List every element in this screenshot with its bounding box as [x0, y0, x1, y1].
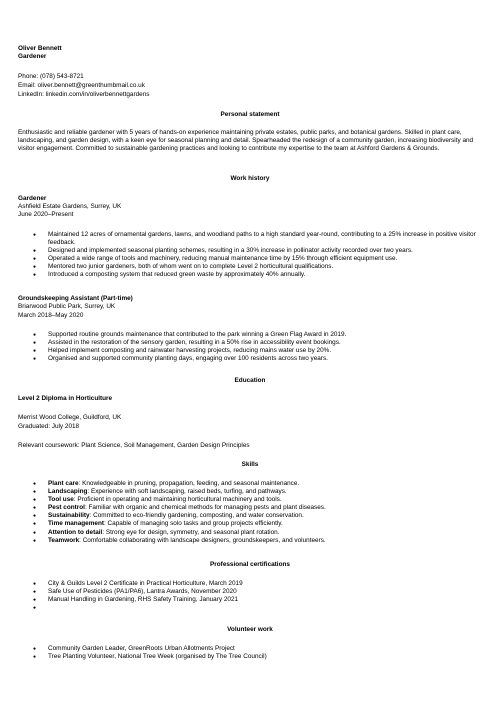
personal-statement-heading: Personal statement [220, 111, 280, 118]
education-school: Merrist Wood College, Guildford, UK [18, 414, 122, 421]
education-graduated: Graduated: July 2018 [18, 423, 80, 430]
list-item [0, 604, 478, 612]
job-dates: March 2018–May 2020 [18, 312, 84, 319]
skill-text: : Committed to eco-friendly gardening, composting, and water conservation. [89, 512, 304, 520]
skill-text: : Knowledgeable in pruning, propagation, feeding, and seasonal maintenance. [78, 480, 300, 487]
candidate-name: Oliver Bennett [18, 45, 62, 52]
list-item: ● Manual Handling in Gardening, RHS Safety Training, January 2021 [0, 596, 478, 604]
list-item [0, 504, 478, 512]
personal-statement-text: Enthusiastic and reliable gardener with 5 years of hands-on experience maintaining private estates, public parks, and botanical gardens. Skilled in plant care, landscaping, and garden design, with a keen eye for seasonal planning and detail. Spearheaded the redesign of a community garden, increasing biodiversity and visitor engagement. Committed to sustainable gardening practices and looking to contribute my expertise to the team at Ashford Gardens & Grounds. [18, 129, 474, 153]
list-item [0, 488, 478, 496]
job-title: Gardener [18, 195, 47, 202]
list-item: ● Operated a wide range of tools and machinery, reducing manual maintenance time by 15% through efficient equipment use. [0, 255, 478, 263]
skills-heading: Skills [241, 461, 259, 468]
list-item: ● City & Guilds Level 2 Certificate in Practical Horticulture, March 2019 [0, 580, 478, 588]
education-coursework: Relevant coursework: Plant Science, Soil Management, Garden Design Principles [18, 442, 250, 449]
contact-phone: Phone: (078) 543-8721 [18, 73, 84, 80]
list-item: ● Introduced a composting system that reduced green waste by approximately 40% annually. [0, 271, 478, 279]
volunteer-list [0, 645, 478, 661]
skill-text: : Proficient in operating and maintaining horticultural machinery and tools. [73, 496, 282, 504]
contact-email: Email: oliver.bennett@greenthumbmail.co.uk [18, 82, 145, 89]
education-heading: Education [234, 377, 266, 384]
education-qualification: Level 2 Diploma in Horticulture [18, 395, 113, 402]
certifications-list [0, 580, 478, 612]
skill-label: Time management [48, 520, 104, 528]
job-dates: June 2020–Present [18, 211, 74, 218]
work-history-heading: Work history [230, 175, 270, 182]
certifications-heading: Professional certifications [210, 561, 290, 568]
list-item [0, 496, 478, 504]
list-item [0, 480, 478, 488]
volunteer-heading: Volunteer work [227, 626, 273, 633]
list-item: ● Assisted in the restoration of the sensory garden, resulting in a 50% rise in accessibility event bookings. [0, 339, 478, 347]
list-item: ● Tree Planting Volunteer, National Tree Week (organised by The Tree Council) [0, 653, 478, 661]
list-item: ● Maintained 12 acres of ornamental gardens, lawns, and woodland paths to a high standard year-round, contributing to a 25% increase in positive visitor feedback. [0, 231, 478, 247]
skill-text: : Capable of managing solo tasks and group projects efficiently. [104, 520, 283, 528]
list-item: ● Safe Use of Pesticides (PA1/PA6), Lantra Awards, November 2020 [0, 588, 478, 596]
list-item: ● Helped implement composting and rainwater harvesting projects, reducing mains water use by 20%. [0, 347, 478, 355]
skill-label: Attention to detail [48, 528, 103, 536]
list-item [0, 529, 478, 537]
skill-label: Tool use [48, 496, 74, 504]
skill-label: Pest control [48, 504, 85, 512]
skills-list [0, 480, 478, 545]
job-title: Groundskeeping Assistant (Part-time) [18, 295, 133, 302]
skill-text: : Experience with soft landscaping, raised beds, turfing, and pathways. [87, 488, 287, 496]
contact-linkedin: LinkedIn: linkedin.com/in/oliverbennettgardens [18, 91, 150, 98]
skill-text: : Comfortable collaborating with landscape designers, groundskeepers, and volunteers. [79, 536, 326, 544]
job-employer: Briarwood Public Park, Surrey, UK [18, 303, 116, 310]
list-item [0, 537, 478, 545]
skill-text: : Familiar with organic and chemical methods for managing pests and plant diseases. [84, 504, 326, 512]
list-item: ● Organised and supported community planting days, engaging over 100 residents across two years. [0, 355, 478, 363]
list-item: ● Supported routine grounds maintenance that contributed to the park winning a Green Flag Award in 2019. [0, 331, 478, 339]
skill-label: Plant care [48, 480, 79, 487]
skill-label: Teamwork [48, 536, 80, 544]
list-item [0, 520, 478, 528]
list-item: ● Designed and implemented seasonal planting schemes, resulting in a 30% increase in pollinator activity recorded over two years. [0, 247, 478, 255]
skill-label: Landscaping [48, 488, 88, 496]
job-bullets [0, 331, 478, 363]
job-employer: Ashfield Estate Gardens, Surrey, UK [18, 203, 122, 210]
job-bullets [0, 231, 478, 280]
candidate-title: Gardener [18, 53, 47, 60]
list-item: ● Mentored two junior gardeners, both of whom went on to complete Level 2 horticultural qualifications. [0, 263, 478, 271]
list-item: ● Community Garden Leader, GreenRoots Urban Allotments Project [0, 645, 478, 653]
skill-text: : Strong eye for design, symmetry, and seasonal plant rotation. [102, 528, 280, 536]
list-item [0, 512, 478, 520]
skill-label: Sustainability [48, 512, 90, 520]
